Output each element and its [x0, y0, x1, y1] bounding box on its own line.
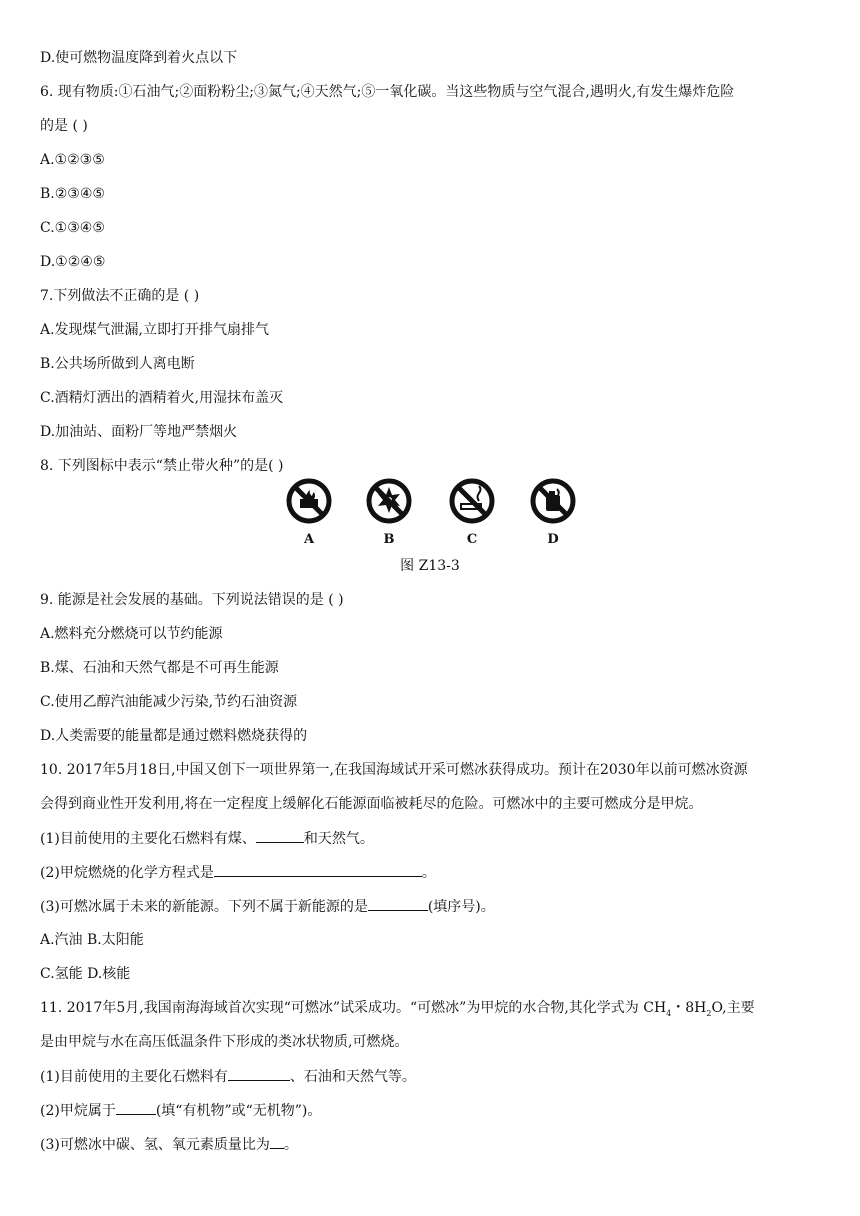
q11-part-2-text: (2)甲烷属于 [40, 1103, 116, 1119]
q6-option-a: A.①②③⑤ [40, 152, 105, 168]
q11-part-2 [40, 1100, 321, 1121]
q11-stem-text: 11. 2017年5月,我国南海海域首次实现“可燃冰”试采成功。“可燃冰”为甲烷的水合物,其化学式为 CH [40, 1000, 667, 1016]
subscript: 2 [706, 1008, 712, 1018]
sign-label-b: B [383, 532, 395, 547]
q10-part-3-text: (3)可燃冰属于未来的新能源。下列不属于新能源的是 [40, 899, 368, 915]
q9-option-d: D.人类需要的能量都是通过燃料燃烧获得的 [40, 728, 308, 744]
q9-option-c: C.使用乙醇汽油能减少污染,节约石油资源 [40, 694, 298, 710]
answer-blank[interactable] [256, 828, 304, 843]
q11-part-3 [40, 1134, 298, 1155]
q10-part-2-tail: 。 [421, 865, 436, 881]
q8-stem: 8. 下列图标中表示“禁止带火种”的是( ) [40, 458, 284, 474]
q7-option-a: A.发现煤气泄漏,立即打开排气扇排气 [40, 322, 270, 338]
answer-blank[interactable] [214, 862, 422, 877]
q10-option-ab: A.汽油 B.太阳能 [40, 932, 144, 948]
answer-blank[interactable] [116, 1100, 156, 1115]
no-smoking-icon [449, 478, 495, 524]
q7-option-b: B.公共场所做到人离电断 [40, 356, 195, 372]
q11-part-3-tail: 。 [283, 1137, 298, 1153]
q6-option-c: C.①③④⑤ [40, 220, 105, 236]
prohibition-signs-figure [280, 478, 590, 558]
no-flammables-icon [530, 478, 576, 524]
q10-stem-cont: 会得到商业性开发利用,将在一定程度上缓解化石能源面临被耗尽的危险。可燃冰中的主要可燃成分是甲烷。 [40, 796, 703, 812]
q10-part-2-text: (2)甲烷燃烧的化学方程式是 [40, 865, 214, 881]
q6-stem-cont: 的是 ( ) [40, 118, 88, 134]
q7-stem: 7.下列做法不正确的是 ( ) [40, 288, 200, 304]
q7-option-d: D.加油站、面粉厂等地严禁烟火 [40, 424, 238, 440]
q10-part-1-tail: 和天然气。 [303, 831, 374, 847]
q6-option-d: D.①②④⑤ [40, 254, 106, 270]
q11-part-2-tail: (填“有机物”或“无机物”)。 [155, 1103, 322, 1119]
no-fireworks-icon [366, 478, 412, 524]
answer-blank[interactable] [368, 896, 428, 911]
q11-part-1 [40, 1066, 416, 1087]
q11-part-3-text: (3)可燃冰中碳、氢、氧元素质量比为 [40, 1137, 270, 1153]
q10-part-3-tail: (填序号)。 [427, 899, 495, 915]
q10-part-1-text: (1)目前使用的主要化石燃料有煤、 [40, 831, 256, 847]
q11-part-1-text: (1)目前使用的主要化石燃料有 [40, 1069, 228, 1085]
q10-part-3 [40, 896, 495, 917]
answer-blank[interactable] [270, 1134, 284, 1149]
subscript: 4 [666, 1008, 672, 1018]
q6-option-b: B.②③④⑤ [40, 186, 105, 202]
q9-option-b: B.煤、石油和天然气都是不可再生能源 [40, 660, 279, 676]
q11-stem-text-3: O,主要 [711, 1000, 755, 1016]
q11-part-1-tail: 、石油和天然气等。 [289, 1069, 416, 1085]
q10-stem: 10. 2017年5月18日,中国又创下一项世界第一,在我国海域试开采可燃冰获得成功。预计在2030年以前可燃冰资源 [40, 762, 748, 778]
sign-label-a: A [303, 532, 315, 547]
q7-option-c: C.酒精灯洒出的酒精着火,用湿抹布盖灭 [40, 390, 284, 406]
q10-part-2 [40, 862, 436, 883]
q11-stem [40, 998, 755, 1024]
answer-blank[interactable] [228, 1066, 290, 1081]
q9-option-a: A.燃料充分燃烧可以节约能源 [40, 626, 223, 642]
figure-caption: 图 Z13-3 [400, 558, 460, 574]
q10-part-1 [40, 828, 374, 849]
q11-stem-text-2: ・8H [671, 1000, 707, 1016]
q9-stem: 9. 能源是社会发展的基础。下列说法错误的是 ( ) [40, 592, 344, 608]
no-open-flame-icon [286, 478, 332, 524]
q11-stem-cont: 是由甲烷与水在高压低温条件下形成的类冰状物质,可燃烧。 [40, 1034, 409, 1050]
q6-stem: 6. 现有物质:①石油气;②面粉粉尘;③氮气;④天然气;⑤一氧化碳。当这些物质与空气混合,遇明火,有发生爆炸危险 [40, 84, 735, 100]
q5-option-d: D.使可燃物温度降到着火点以下 [40, 50, 238, 66]
sign-label-c: C [466, 532, 478, 547]
sign-label-d: D [547, 532, 559, 547]
q10-option-cd: C.氢能 D.核能 [40, 966, 131, 982]
